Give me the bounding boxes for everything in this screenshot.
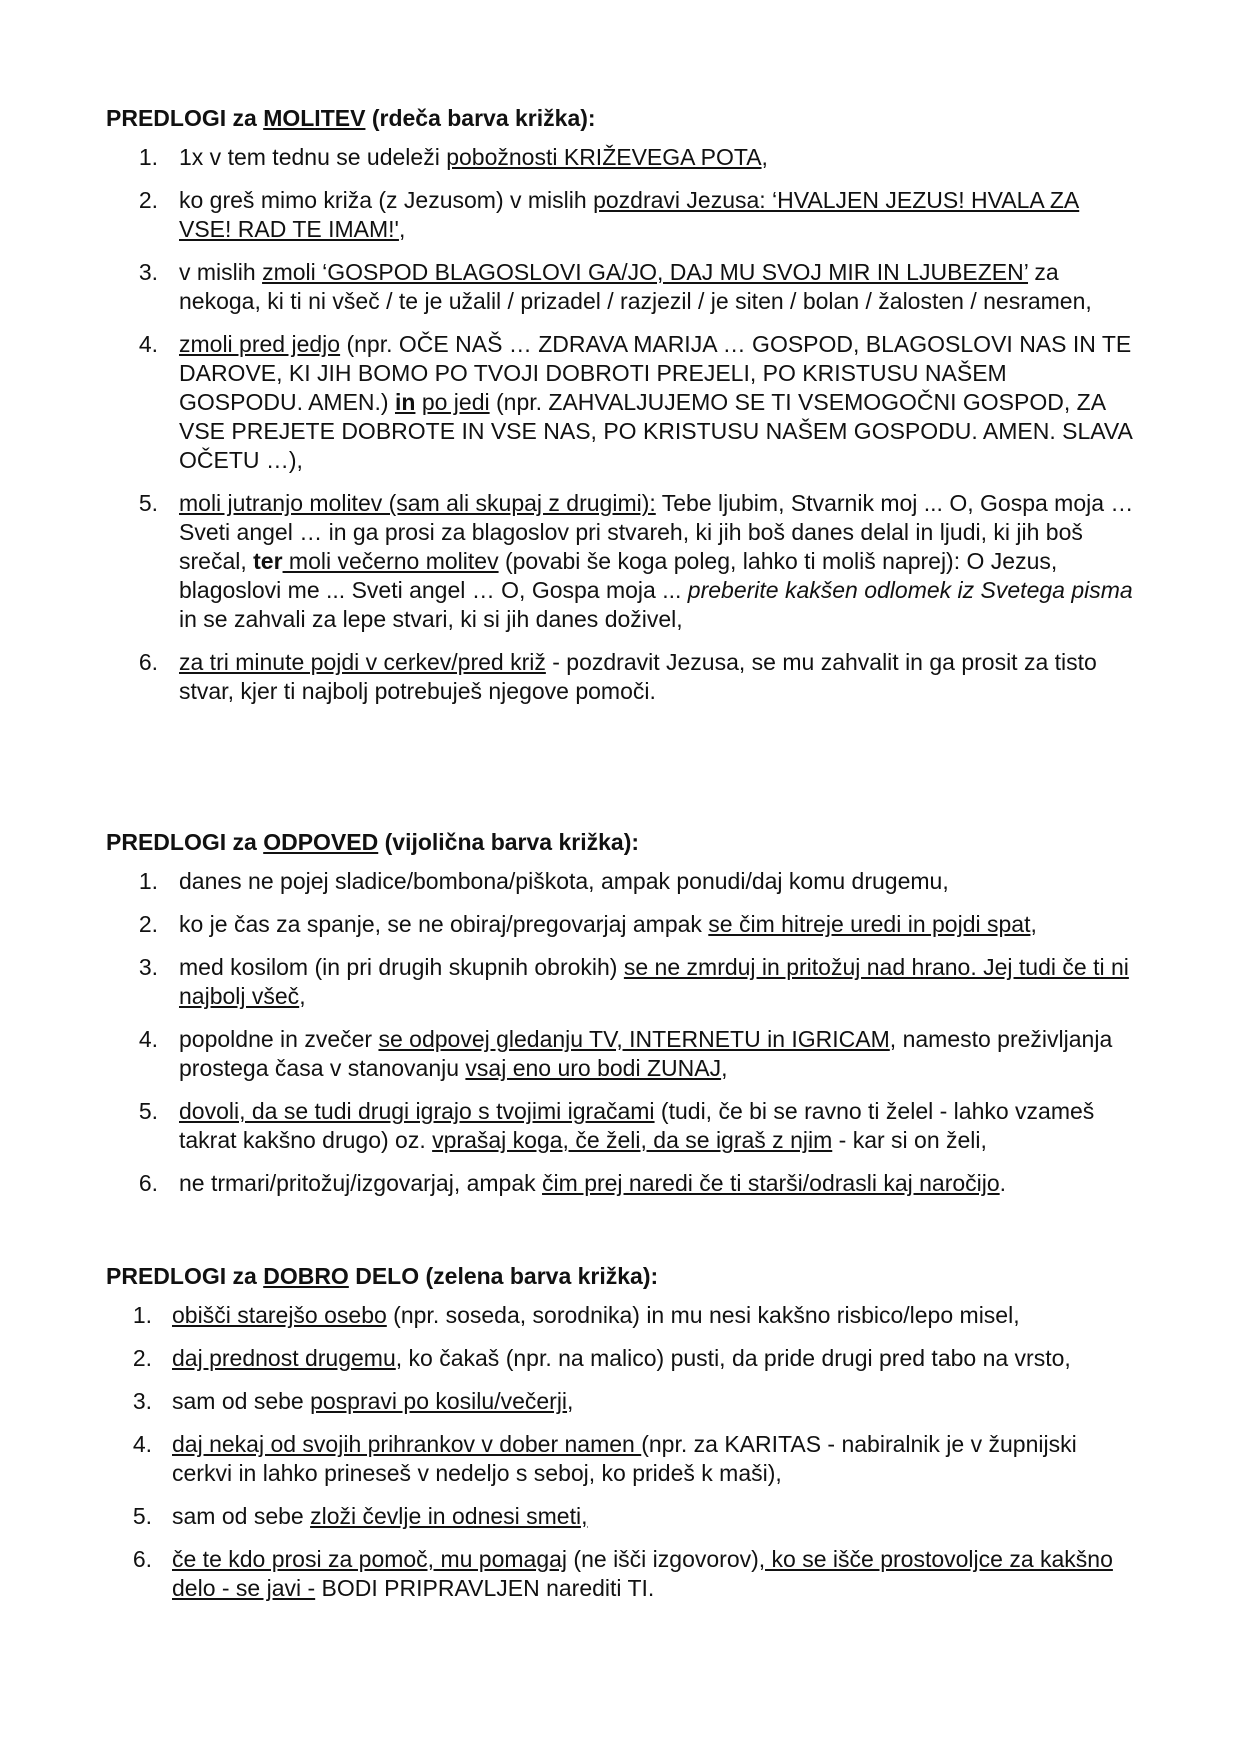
underlined-text: daj prednost drugemu bbox=[172, 1345, 396, 1371]
list-item bbox=[106, 258, 1136, 316]
item-number: 1. bbox=[132, 1302, 152, 1328]
text-segment: ko greš mimo križa (z Jezusom) v mislih bbox=[179, 187, 594, 213]
item-number: 6. bbox=[132, 1546, 152, 1572]
underlined-text: se čim hitreje uredi in pojdi spat bbox=[708, 911, 1031, 937]
item-text bbox=[179, 911, 1037, 937]
text-segment: ter bbox=[253, 548, 283, 574]
heading-prefix: PREDLOGI za bbox=[106, 1263, 264, 1289]
list-item bbox=[106, 1502, 1136, 1531]
item-text bbox=[179, 1026, 1112, 1081]
heading-prefix: PREDLOGI za bbox=[106, 105, 264, 131]
heading-keyword: ODPOVED bbox=[263, 829, 379, 855]
item-text bbox=[179, 1170, 1006, 1196]
underlined-text: moli jutranjo molitev (sam ali skupaj z drugimi): bbox=[179, 490, 656, 516]
section-molitev bbox=[106, 104, 1136, 720]
underlined-text: obišči starejšo osebo bbox=[172, 1302, 387, 1328]
section-heading bbox=[106, 828, 1136, 857]
list-item bbox=[106, 1025, 1136, 1083]
underlined-text: in bbox=[394, 389, 416, 415]
heading-suffix: DELO (zelena barva križka): bbox=[348, 1263, 659, 1289]
item-number: 1. bbox=[138, 144, 158, 170]
underlined-text: , ko se išče prostovoljce za kakšno delo - se javi - bbox=[172, 1546, 1113, 1601]
text-segment: , bbox=[398, 216, 406, 242]
item-number: 2. bbox=[138, 187, 158, 213]
item-text bbox=[179, 144, 768, 170]
underlined-text: daj nekaj od svojih prihrankov v dober namen bbox=[172, 1431, 642, 1457]
item-number: 4. bbox=[138, 1026, 158, 1052]
item-number: 2. bbox=[132, 1345, 152, 1371]
list-item bbox=[106, 143, 1136, 172]
list-item bbox=[106, 910, 1136, 939]
underlined-text: za tri minute pojdi v cerkev/pred križ bbox=[179, 649, 546, 675]
text-segment: , bbox=[721, 1055, 728, 1081]
heading-keyword: DOBRO bbox=[263, 1263, 349, 1289]
text-segment: danes ne pojej sladice/bombona/piškota, ampak ponudi/daj komu drugemu, bbox=[179, 868, 949, 894]
section-heading bbox=[106, 104, 1136, 133]
text-segment: med kosilom (in pri drugih skupnih obrokih) bbox=[179, 954, 624, 980]
list-item bbox=[106, 1301, 1136, 1330]
suggestion-list bbox=[106, 1301, 1136, 1603]
text-segment: (npr. ZAHVALJUJEMO SE TI VSEMOGOČNI GOSPOD, ZA VSE PREJETE DOBROTE IN VSE NAS, PO KRISTUSU NAŠEM GOSPODU. AMEN. SLAVA OČETU …), bbox=[179, 389, 1132, 473]
underlined-text: moli večerno molitev bbox=[282, 548, 499, 574]
underlined-text: dovoli, da se tudi drugi igrajo s tvojimi igračami bbox=[179, 1098, 655, 1124]
item-text bbox=[172, 1388, 573, 1414]
underlined-text: zmoli ‘GOSPOD BLAGOSLOVI GA/JO, DAJ MU SVOJ MIR IN LJUBEZEN’ bbox=[262, 259, 1029, 285]
text-segment: , bbox=[761, 144, 768, 170]
item-text bbox=[172, 1302, 1020, 1328]
underlined-text: zmoli pred jedjo bbox=[179, 331, 341, 357]
item-number: 6. bbox=[138, 649, 158, 675]
text-segment: Tebe ljubim, Stvarnik moj ... O, Gospa moja … Sveti angel … in ga prosi za blagoslov pri stvareh, ki jih boš danes delal in ljudi, ki jih boš srečal, bbox=[179, 490, 1134, 574]
text-segment: . bbox=[999, 1170, 1007, 1196]
underlined-text: se odpovej gledanju TV, INTERNETU in IGRICAM bbox=[378, 1026, 890, 1052]
text-segment: popoldne in zvečer bbox=[179, 1026, 379, 1052]
item-number: 5. bbox=[138, 490, 158, 516]
underlined-text: vsaj eno uro bodi ZUNAJ bbox=[465, 1055, 722, 1081]
text-segment: (npr. OČE NAŠ … ZDRAVA MARIJA … GOSPOD, BLAGOSLOVI NAS IN TE DAROVE, KI JIH BOMO PO TVOJI DOBROTI PREJELI, PO KRISTUSU NAŠEM GOSPODU. AMEN.) bbox=[179, 331, 1132, 415]
text-segment: BODI PRIPRAVLJEN narediti TI. bbox=[315, 1575, 655, 1601]
text-segment: , bbox=[567, 1388, 574, 1414]
underlined-text: pozdravi Jezusa: ‘HVALJEN JEZUS! HVALA ZA VSE! RAD TE IMAM!' bbox=[179, 187, 1080, 242]
heading-suffix: (vijolična barva križka): bbox=[378, 829, 640, 855]
text-segment: ne trmari/pritožuj/izgovarjaj, ampak bbox=[179, 1170, 543, 1196]
list-item bbox=[106, 1169, 1136, 1198]
item-text bbox=[179, 649, 1097, 704]
text-segment: , bbox=[299, 983, 306, 1009]
text-segment: v mislih bbox=[179, 259, 263, 285]
item-text bbox=[172, 1345, 1071, 1371]
list-item bbox=[106, 489, 1136, 634]
item-number: 3. bbox=[138, 259, 158, 285]
heading-suffix: (rdeča barva križka): bbox=[365, 105, 596, 131]
text-segment: , namesto preživljanja prostega časa v stanovanju bbox=[179, 1026, 1113, 1081]
underlined-text: po jedi bbox=[421, 389, 490, 415]
underlined-text: pospravi po kosilu/večerji bbox=[310, 1388, 568, 1414]
item-number: 2. bbox=[138, 911, 158, 937]
section-dobro-delo bbox=[106, 1262, 1136, 1617]
list-item bbox=[106, 1344, 1136, 1373]
list-item bbox=[106, 1545, 1136, 1603]
list-item bbox=[106, 1430, 1136, 1488]
list-item bbox=[106, 1387, 1136, 1416]
underlined-text: zloži čevlje in odnesi smeti, bbox=[310, 1503, 588, 1529]
suggestion-list bbox=[106, 867, 1136, 1198]
text-segment: (npr. soseda, sorodnika) in mu nesi kakšno risbico/lepo misel, bbox=[386, 1302, 1020, 1328]
suggestion-list bbox=[106, 143, 1136, 706]
item-text bbox=[179, 868, 949, 894]
heading-keyword: MOLITEV bbox=[263, 105, 366, 131]
list-item bbox=[106, 330, 1136, 475]
list-item bbox=[106, 1097, 1136, 1155]
underlined-text: vprašaj koga, če želi, da se igraš z njim bbox=[432, 1127, 833, 1153]
list-item bbox=[106, 953, 1136, 1011]
item-number: 1. bbox=[138, 868, 158, 894]
text-segment: sam od sebe bbox=[172, 1388, 311, 1414]
list-item bbox=[106, 867, 1136, 896]
text-segment: , ko čakaš (npr. na malico) pusti, da pride drugi pred tabo na vrsto, bbox=[395, 1345, 1071, 1371]
text-segment: , bbox=[1030, 911, 1037, 937]
text-segment: (tudi, če bi se ravno ti želel - lahko vzameš takrat kakšno drugo) oz. bbox=[179, 1098, 1095, 1153]
text-segment: in se zahvali za lepe stvari, ki si jih danes doživel, bbox=[179, 606, 683, 632]
item-number: 3. bbox=[132, 1388, 152, 1414]
item-text bbox=[179, 259, 1092, 314]
item-text bbox=[179, 331, 1132, 473]
italic-text: preberite kakšen odlomek iz Svetega pisma bbox=[687, 577, 1133, 603]
underlined-text: če te kdo prosi za pomoč, mu pomagaj bbox=[172, 1546, 568, 1572]
item-number: 5. bbox=[138, 1098, 158, 1124]
list-item bbox=[106, 186, 1136, 244]
item-text bbox=[179, 1098, 1094, 1153]
text-segment: 1x v tem tednu se udeleži bbox=[179, 144, 447, 170]
item-number: 5. bbox=[132, 1503, 152, 1529]
underlined-text: se ne zmrduj in pritožuj nad hrano. Jej tudi če ti ni najbolj všeč bbox=[179, 954, 1129, 1009]
list-item bbox=[106, 648, 1136, 706]
text-segment: - kar si on želi, bbox=[832, 1127, 987, 1153]
text-segment: za nekoga, ki ti ni všeč / te je užalil / prizadel / razjezil / je siten / bolan / žalosten / nesramen, bbox=[179, 259, 1092, 314]
item-text bbox=[179, 187, 1079, 242]
text-segment: (povabi še koga poleg, lahko ti moliš naprej): O Jezus, blagoslovi me ... Sveti angel … O, Gospa moja ... bbox=[179, 548, 1058, 603]
item-number: 4. bbox=[132, 1431, 152, 1457]
text-segment: sam od sebe bbox=[172, 1503, 311, 1529]
text-segment: (ne išči izgovorov) bbox=[567, 1546, 759, 1572]
item-text bbox=[179, 490, 1133, 632]
text-segment: - pozdravit Jezusa, se mu zahvalit in ga prosit za tisto stvar, kjer ti najbolj potrebuješ njegove pomoči. bbox=[179, 649, 1097, 704]
underlined-text: čim prej naredi če ti starši/odrasli kaj naročijo bbox=[542, 1170, 1000, 1196]
item-number: 3. bbox=[138, 954, 158, 980]
text-segment: ko je čas za spanje, se ne obiraj/pregovarjaj ampak bbox=[179, 911, 709, 937]
item-number: 6. bbox=[138, 1170, 158, 1196]
item-text bbox=[172, 1503, 588, 1529]
section-odpoved bbox=[106, 828, 1136, 1212]
item-text bbox=[179, 954, 1129, 1009]
item-number: 4. bbox=[138, 331, 158, 357]
section-heading bbox=[106, 1262, 1136, 1291]
item-text bbox=[172, 1546, 1113, 1601]
item-text bbox=[172, 1431, 1077, 1486]
underlined-text: pobožnosti KRIŽEVEGA POTA bbox=[446, 144, 762, 170]
text-segment: (npr. za KARITAS - nabiralnik je v župnijski cerkvi in lahko prineseš v nedeljo s seboj, ko prideš k maši), bbox=[172, 1431, 1077, 1486]
heading-prefix: PREDLOGI za bbox=[106, 829, 264, 855]
